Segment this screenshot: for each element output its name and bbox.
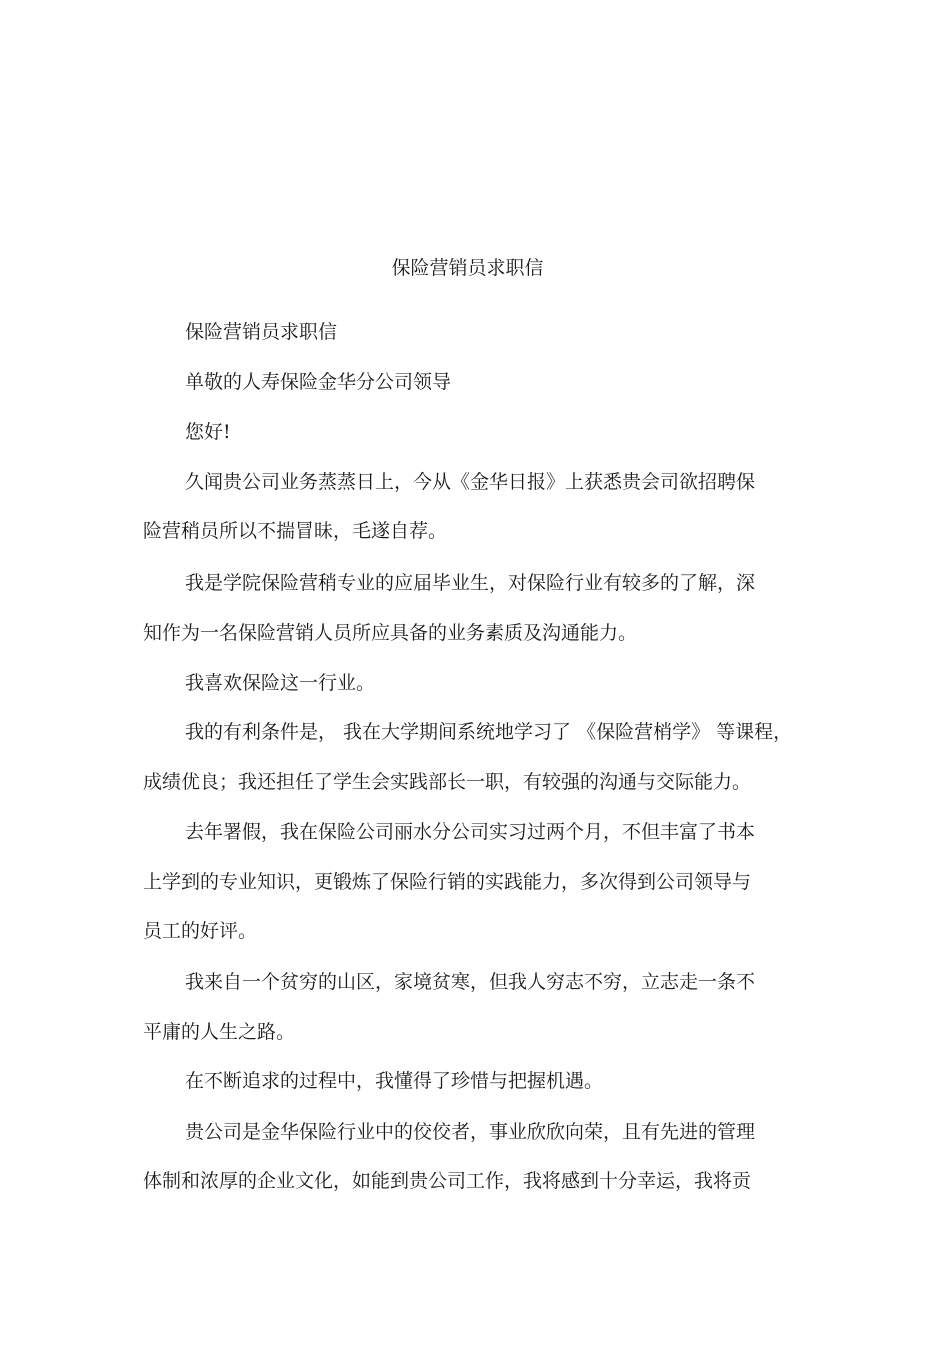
- paragraph-line: 成绩优良；我还担任了学生会实践部长一职，有较强的沟通与交际能力。: [143, 771, 752, 793]
- paragraph-line: 险营稍员所以不揣冒昧，毛遂自荐。: [143, 520, 448, 542]
- paragraph-line: 久闻贵公司业务蒸蒸日上，今从《金华日报》上获悉贵会司欲招聘保: [185, 471, 756, 493]
- paragraph-line: 体制和浓厚的企业文化，如能到贵公司工作，我将感到十分幸运，我将贡: [143, 1170, 752, 1192]
- paragraph-line: 平庸的人生之路。: [143, 1021, 296, 1043]
- document-title: 保险营销员求职信: [391, 257, 544, 279]
- paragraph-line: 我喜欢保险这一行业。: [185, 672, 376, 694]
- paragraph-line: 保险营销员求职信: [185, 321, 338, 343]
- paragraph-line: 我的有利条件是， 我在大学期间系统地学习了 《保险营梢学》 等课程，: [185, 721, 793, 743]
- paragraph-line: 我来自一个贫穷的山区，家境贫寒，但我人穷志不穷，立志走一条不: [185, 971, 756, 993]
- paragraph-line: 知作为一名保险营销人员所应具备的业务素质及沟通能力。: [143, 622, 638, 644]
- paragraph-line: 员工的好评。: [143, 920, 258, 942]
- paragraph-line: 单敬的人寿保险金华分公司领导: [185, 371, 452, 393]
- paragraph-line: 上学到的专业知识，更锻炼了保险行销的实践能力，多次得到公司领导与: [143, 871, 752, 893]
- paragraph-line: 您好!: [185, 421, 231, 443]
- paragraph-line: 在不断追求的过程中，我懂得了珍惜与把握机遇。: [185, 1070, 604, 1092]
- paragraph-line: 我是学院保险营稍专业的应届毕业生，对保险行业有较多的了解，深: [185, 572, 756, 594]
- paragraph-line: 去年署假，我在保险公司丽水分公司实习过两个月，不但丰富了书本: [185, 821, 756, 843]
- paragraph-line: 贵公司是金华保险行业中的佼佼者，事业欣欣向荣，且有先进的管理: [185, 1121, 756, 1143]
